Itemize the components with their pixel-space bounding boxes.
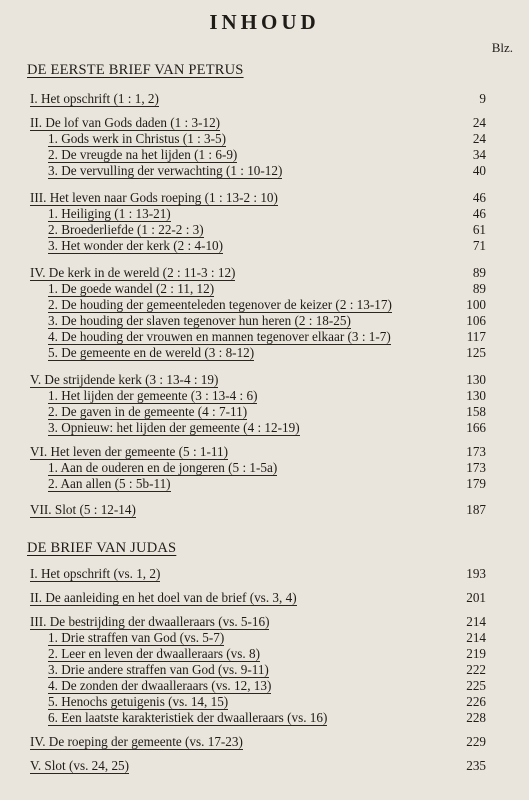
toc-page-number: 214 [466, 614, 486, 629]
toc-subentry[interactable]: 1. Aan de ouderen en de jongeren (5 : 1-5a) [48, 460, 278, 475]
toc-page-number: 201 [466, 590, 486, 605]
toc-page-number: 46 [472, 206, 486, 221]
toc-page-number: 173 [466, 444, 486, 459]
toc-page-number: 130 [466, 388, 486, 403]
toc-page-number: 61 [472, 222, 486, 237]
toc-subentry[interactable]: 2. Aan allen (5 : 5b-11) [48, 476, 171, 491]
toc-page-number: 46 [472, 190, 486, 205]
toc-subentry[interactable]: 3. De vervulling der verwachting (1 : 10-12) [48, 163, 283, 178]
toc-entry[interactable]: I. Het opschrift (vs. 1, 2) [30, 566, 161, 581]
toc-page-number: 130 [466, 372, 486, 387]
toc-page-number: 228 [466, 710, 486, 725]
toc-subentry[interactable]: 5. De gemeente en de wereld (3 : 8-12) [48, 345, 255, 360]
toc-subentry[interactable]: 2. Broederliefde (1 : 22-2 : 3) [48, 222, 204, 237]
page-column-label: Blz. [491, 40, 513, 55]
toc-page-number: 193 [466, 566, 486, 581]
toc-page-number: 24 [472, 131, 486, 146]
toc-subentry[interactable]: 2. Leer en leven der dwaalleraars (vs. 8) [48, 646, 260, 661]
toc-subentry[interactable]: 1. De goede wandel (2 : 11, 12) [48, 281, 215, 296]
toc-subentry[interactable]: 3. De houding der slaven tegenover hun heren (2 : 18-25) [48, 313, 351, 328]
toc-page-number: 40 [472, 163, 486, 178]
toc-entry[interactable]: IV. De roeping der gemeente (vs. 17-23) [30, 734, 243, 749]
toc-page-number: 225 [466, 678, 486, 693]
toc-page-number: 214 [466, 630, 486, 645]
toc-subentry[interactable]: 3. Het wonder der kerk (2 : 4-10) [48, 238, 224, 253]
page-title: INHOUD [209, 10, 320, 34]
toc-page-number: 71 [472, 238, 486, 253]
toc-subentry[interactable]: 6. Een laatste karakteristiek der dwaalleraars (vs. 16) [48, 710, 328, 725]
section-heading: DE EERSTE BRIEF VAN PETRUS [27, 62, 244, 78]
toc-page-number: 100 [466, 297, 486, 312]
toc-page-number: 106 [466, 313, 486, 328]
toc-subentry[interactable]: 2. De vreugde na het lijden (1 : 6-9) [48, 147, 238, 162]
toc-entry[interactable]: VII. Slot (5 : 12-14) [30, 502, 136, 517]
toc-entry[interactable]: V. Slot (vs. 24, 25) [30, 758, 130, 773]
toc-page-number: 9 [479, 91, 486, 106]
toc-page-number: 158 [466, 404, 486, 419]
toc-entry[interactable]: I. Het opschrift (1 : 1, 2) [30, 91, 159, 106]
toc-page-number: 222 [466, 662, 486, 677]
toc-page-number: 117 [466, 329, 486, 344]
toc-entry[interactable]: III. Het leven naar Gods roeping (1 : 13-2 : 10) [30, 190, 278, 205]
toc-page-number: 219 [466, 646, 486, 661]
section-heading: DE BRIEF VAN JUDAS [27, 540, 177, 556]
toc-subentry[interactable]: 5. Henochs getuigenis (vs. 14, 15) [48, 694, 229, 709]
toc-page-number: 226 [466, 694, 486, 709]
toc-subentry[interactable]: 4. De zonden der dwaalleraars (vs. 12, 13) [48, 678, 272, 693]
toc-subentry[interactable]: 3. Drie andere straffen van God (vs. 9-11) [48, 662, 269, 677]
toc-page-number: 229 [466, 734, 486, 749]
toc-subentry[interactable]: 2. De gaven in de gemeente (4 : 7-11) [48, 404, 248, 419]
toc-subentry[interactable]: 3. Opnieuw: het lijden der gemeente (4 : 12-19) [48, 420, 300, 435]
toc-subentry[interactable]: 1. Het lijden der gemeente (3 : 13-4 : 6) [48, 388, 258, 403]
toc-page-number: 235 [466, 758, 486, 773]
toc-entry[interactable]: VI. Het leven der gemeente (5 : 1-11) [30, 444, 228, 459]
toc-page-number: 125 [466, 345, 486, 360]
toc-page-number: 89 [472, 281, 486, 296]
toc-page-number: 24 [472, 115, 486, 130]
toc-entry[interactable]: II. De aanleiding en het doel van de brief (vs. 3, 4) [30, 590, 297, 605]
toc-page-number: 89 [472, 265, 486, 280]
toc-subentry[interactable]: 1. Heiliging (1 : 13-21) [48, 206, 171, 221]
toc-page-number: 166 [466, 420, 486, 435]
toc-subentry[interactable]: 4. De houding der vrouwen en mannen tegenover elkaar (3 : 1-7) [48, 329, 391, 344]
toc-subentry[interactable]: 2. De houding der gemeenteleden tegenover de keizer (2 : 13-17) [48, 297, 392, 312]
toc-entry[interactable]: IV. De kerk in de wereld (2 : 11-3 : 12) [30, 265, 236, 280]
toc-page-number: 173 [466, 460, 486, 475]
toc-entry[interactable]: V. De strijdende kerk (3 : 13-4 : 19) [30, 372, 219, 387]
toc-subentry[interactable]: 1. Drie straffen van God (vs. 5-7) [48, 630, 225, 645]
toc-subentry[interactable]: 1. Gods werk in Christus (1 : 3-5) [48, 131, 227, 146]
toc-page-number: 187 [466, 502, 486, 517]
toc-entry[interactable]: III. De bestrijding der dwaalleraars (vs. 5-16) [30, 614, 270, 629]
toc-entry[interactable]: II. De lof van Gods daden (1 : 3-12) [30, 115, 221, 130]
toc-page-number: 34 [472, 147, 486, 162]
toc-page-number: 179 [466, 476, 486, 491]
